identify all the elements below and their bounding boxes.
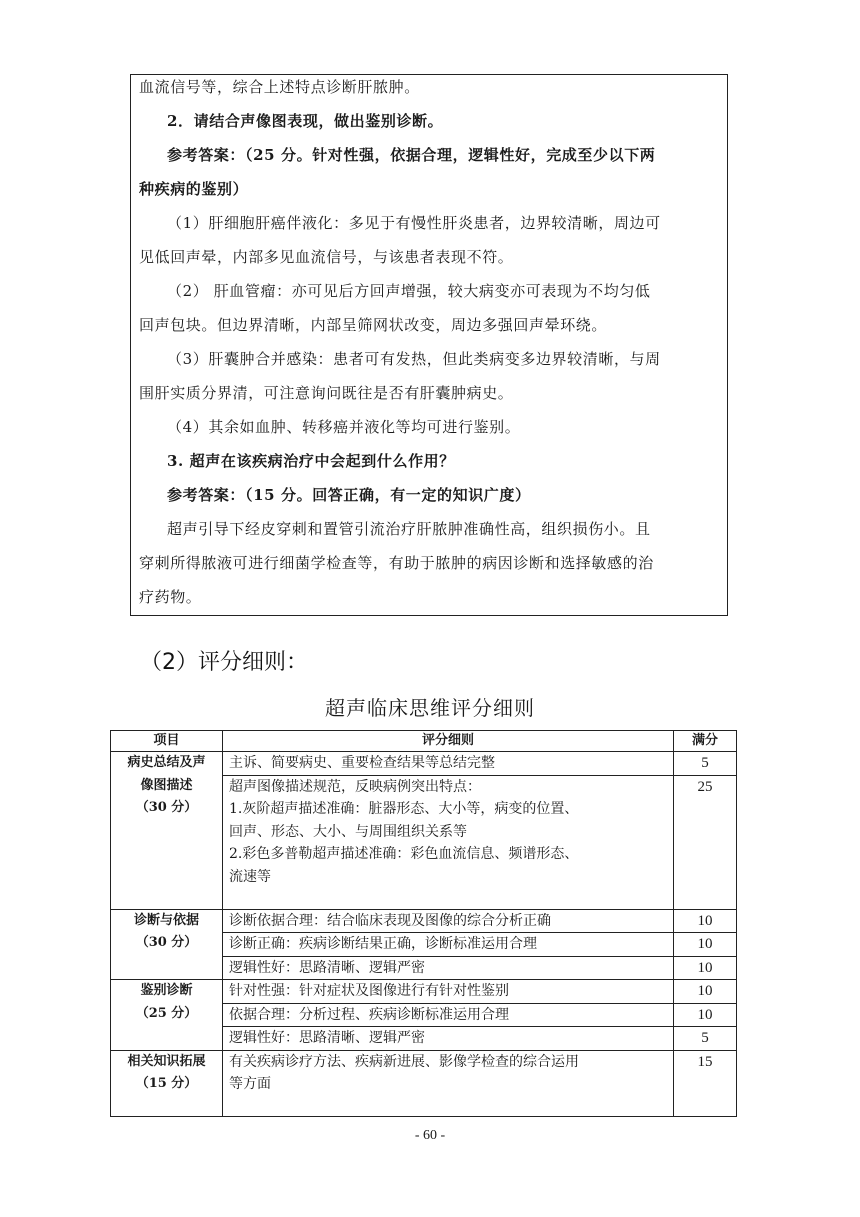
- category-cell: [111, 980, 223, 1051]
- category-cell: [111, 909, 223, 980]
- criteria-cell: [223, 909, 674, 933]
- table-header-row: [111, 731, 737, 752]
- criteria-text: 等方面: [229, 1076, 271, 1092]
- max-score-cell: 10: [674, 980, 737, 1004]
- answer-line: 2．请结合声像图表现，做出鉴别诊断。: [167, 112, 444, 130]
- category-label: （30 分）: [135, 800, 198, 815]
- criteria-text: 回声、形态、大小、与周围组织关系等: [229, 823, 467, 840]
- answer-line: 回声包块。但边界清晰，内部呈筛网状改变，周边多强回声晕环绕。: [139, 316, 608, 334]
- answer-line: 围肝实质分界清，可注意询问既往是否有肝囊肿病史。: [139, 384, 514, 402]
- criteria-cell: [223, 752, 674, 776]
- reference-answer-box: [130, 74, 728, 616]
- max-score-cell: 10: [674, 909, 737, 933]
- criteria-cell: [223, 1050, 674, 1116]
- answer-line: 种疾病的鉴别）: [139, 180, 249, 198]
- criteria-text: 逻辑性好：思路清晰、逻辑严密: [229, 959, 425, 976]
- answer-line: 疗药物。: [139, 588, 202, 606]
- criteria-cell: [223, 980, 674, 1004]
- criteria-cell: [223, 1027, 674, 1051]
- max-score-cell: 5: [674, 1027, 737, 1051]
- criteria-cell: [223, 956, 674, 980]
- category-label: 像图描述: [140, 777, 193, 793]
- answer-line: 3. 超声在该疾病治疗中会起到什么作用？: [167, 452, 455, 470]
- criteria-text: 主诉、简要病史、重要检查结果等总结完整: [229, 755, 495, 771]
- criteria-text: 2.彩色多普勒超声描述准确：彩色血流信息、频谱形态、: [229, 846, 579, 862]
- criteria-text: 超声图像描述规范，反映病例突出特点：: [229, 778, 481, 795]
- answer-line: （4）其余如血肿、转移癌并液化等均可进行鉴别。: [167, 418, 521, 436]
- answer-line: （1）肝细胞肝癌伴液化：多见于有慢性肝炎患者，边界较清晰，周边可: [167, 214, 661, 232]
- criteria-text: 逻辑性好：思路清晰、逻辑严密: [229, 1030, 425, 1046]
- page-number: - 60 -: [414, 1128, 446, 1143]
- category-label: 相关知识拓展: [127, 1053, 206, 1069]
- category-cell: [111, 752, 223, 910]
- header-max-score: 满分: [674, 731, 737, 752]
- answer-line: 见低回声晕，内部多见血流信号，与该患者表现不符。: [139, 248, 514, 266]
- category-label: 诊断与依据: [133, 912, 199, 928]
- header-item: 项目: [111, 731, 223, 752]
- criteria-cell: [223, 775, 674, 909]
- section-heading: （2）评分细则：: [140, 650, 308, 675]
- max-score-cell: 25: [674, 775, 737, 909]
- max-score-cell: 10: [674, 933, 737, 957]
- category-label: （25 分）: [135, 1005, 198, 1021]
- category-cell: [111, 1050, 223, 1116]
- max-score-cell: 10: [674, 1003, 737, 1027]
- table-row: [111, 980, 737, 1004]
- answer-line: 血流信号等，综合上述特点诊断肝脓肿。: [139, 78, 420, 96]
- answer-line: 穿刺所得脓液可进行细菌学检查等，有助于脓肿的病因诊断和选择敏感的治: [139, 554, 654, 572]
- criteria-text: 诊断正确：疾病诊断结果正确，诊断标准运用合理: [229, 936, 537, 952]
- criteria-cell: [223, 1003, 674, 1027]
- table-row: [111, 752, 737, 776]
- category-label: （30 分）: [135, 935, 198, 950]
- answer-line: （3）肝囊肿合并感染：患者可有发热，但此类病变多边界较清晰，与周: [167, 350, 661, 368]
- table-row: [111, 909, 737, 933]
- max-score-cell: 5: [674, 752, 737, 776]
- header-criteria: 评分细则: [223, 731, 674, 752]
- category-label: （15 分）: [135, 1076, 198, 1091]
- category-label: 病史总结及声: [127, 755, 206, 770]
- answer-line: 超声引导下经皮穿刺和置管引流治疗肝脓肿准确性高，组织损伤小。且: [167, 520, 651, 538]
- answer-line: 参考答案：（15 分。回答正确，有一定的知识广度）: [167, 486, 531, 504]
- max-score-cell: 10: [674, 956, 737, 980]
- table-row: [111, 1050, 737, 1116]
- category-label: 鉴别诊断: [140, 983, 193, 998]
- criteria-text: 有关疾病诊疗方法、疾病新进展、影像学检查的综合运用: [229, 1053, 579, 1070]
- max-score-cell: 15: [674, 1050, 737, 1116]
- criteria-text: 1.灰阶超声描述准确：脏器形态、大小等，病变的位置、: [229, 801, 579, 817]
- criteria-text: 针对性强：针对症状及图像进行有针对性鉴别: [229, 983, 509, 999]
- criteria-text: 诊断依据合理：结合临床表现及图像的综合分析正确: [229, 912, 551, 929]
- criteria-text: 依据合理：分析过程、疾病诊断标准运用合理: [229, 1006, 509, 1023]
- criteria-text: 流速等: [229, 868, 271, 885]
- answer-line: （2） 肝血管瘤：亦可见后方回声增强，较大病变亦可表现为不均匀低: [167, 282, 651, 300]
- table-title: 超声临床思维评分细则: [325, 696, 535, 720]
- criteria-cell: [223, 933, 674, 957]
- answer-line: 参考答案：（25 分。针对性强，依据合理，逻辑性好，完成至少以下两: [167, 146, 656, 164]
- scoring-rubric-table: [110, 730, 737, 1117]
